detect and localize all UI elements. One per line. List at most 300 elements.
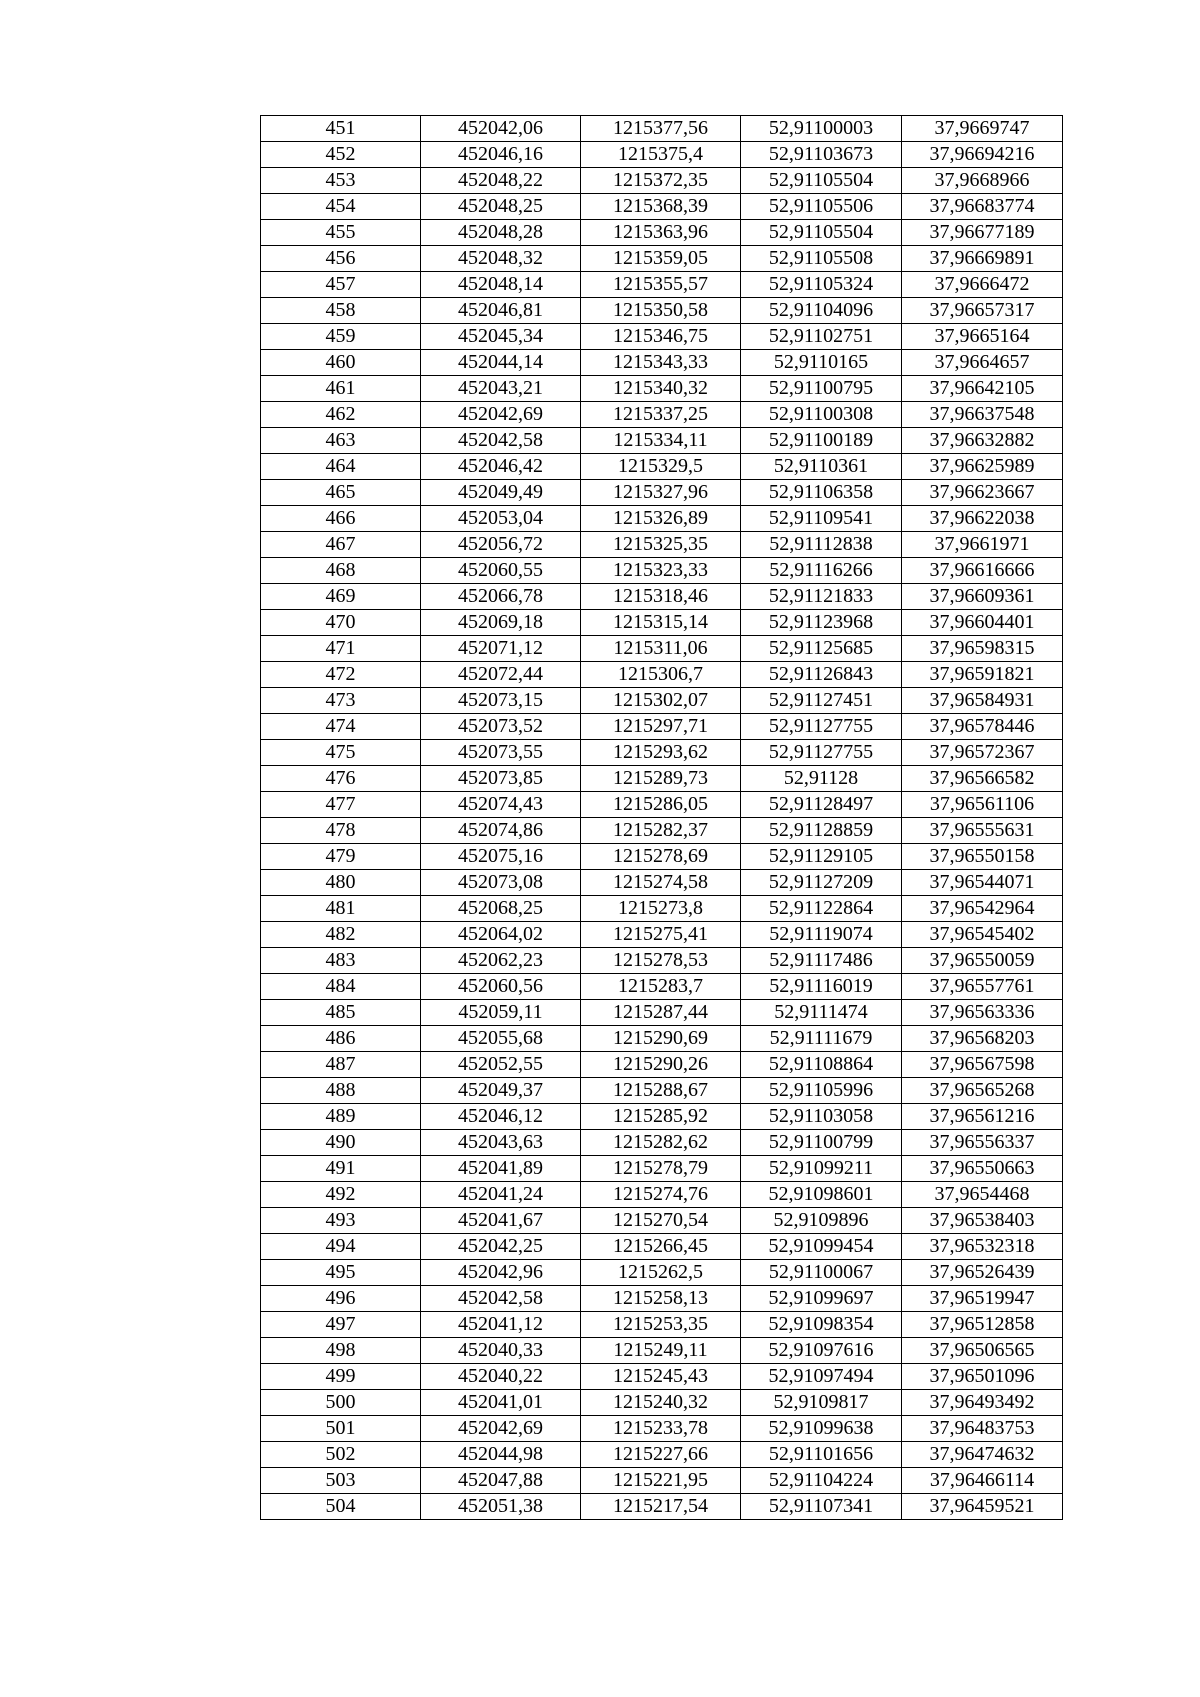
longitude-cell: 37,96623667 xyxy=(902,480,1063,506)
point-number-cell: 461 xyxy=(261,376,421,402)
table-row xyxy=(261,740,1063,766)
x-coordinate-cell: 452042,69 xyxy=(421,1416,581,1442)
point-number-cell: 469 xyxy=(261,584,421,610)
y-coordinate-cell: 1215258,13 xyxy=(581,1286,741,1312)
y-coordinate-cell: 1215359,05 xyxy=(581,246,741,272)
x-coordinate-cell: 452073,52 xyxy=(421,714,581,740)
y-coordinate-cell: 1215273,8 xyxy=(581,896,741,922)
longitude-cell: 37,96506565 xyxy=(902,1338,1063,1364)
table-row xyxy=(261,558,1063,584)
table-row xyxy=(261,1182,1063,1208)
point-number-cell: 475 xyxy=(261,740,421,766)
y-coordinate-cell: 1215245,43 xyxy=(581,1364,741,1390)
latitude-cell: 52,91099211 xyxy=(741,1156,902,1182)
x-coordinate-cell: 452046,12 xyxy=(421,1104,581,1130)
x-coordinate-cell: 452046,42 xyxy=(421,454,581,480)
point-number-cell: 471 xyxy=(261,636,421,662)
point-number-cell: 486 xyxy=(261,1026,421,1052)
longitude-cell: 37,96526439 xyxy=(902,1260,1063,1286)
table-row xyxy=(261,584,1063,610)
table-row xyxy=(261,1130,1063,1156)
point-number-cell: 479 xyxy=(261,844,421,870)
longitude-cell: 37,9661971 xyxy=(902,532,1063,558)
x-coordinate-cell: 452073,55 xyxy=(421,740,581,766)
longitude-cell: 37,96512858 xyxy=(902,1312,1063,1338)
y-coordinate-cell: 1215318,46 xyxy=(581,584,741,610)
x-coordinate-cell: 452046,16 xyxy=(421,142,581,168)
table-row xyxy=(261,1390,1063,1416)
point-number-cell: 501 xyxy=(261,1416,421,1442)
point-number-cell: 481 xyxy=(261,896,421,922)
table-row xyxy=(261,1364,1063,1390)
table-row xyxy=(261,818,1063,844)
longitude-cell: 37,96459521 xyxy=(902,1494,1063,1520)
y-coordinate-cell: 1215377,56 xyxy=(581,116,741,142)
y-coordinate-cell: 1215285,92 xyxy=(581,1104,741,1130)
table-row xyxy=(261,428,1063,454)
x-coordinate-cell: 452069,18 xyxy=(421,610,581,636)
y-coordinate-cell: 1215270,54 xyxy=(581,1208,741,1234)
x-coordinate-cell: 452051,38 xyxy=(421,1494,581,1520)
table-row xyxy=(261,116,1063,142)
longitude-cell: 37,96598315 xyxy=(902,636,1063,662)
table-row xyxy=(261,1078,1063,1104)
point-number-cell: 451 xyxy=(261,116,421,142)
y-coordinate-cell: 1215275,41 xyxy=(581,922,741,948)
point-number-cell: 489 xyxy=(261,1104,421,1130)
y-coordinate-cell: 1215233,78 xyxy=(581,1416,741,1442)
point-number-cell: 477 xyxy=(261,792,421,818)
x-coordinate-cell: 452073,15 xyxy=(421,688,581,714)
x-coordinate-cell: 452068,25 xyxy=(421,896,581,922)
y-coordinate-cell: 1215340,32 xyxy=(581,376,741,402)
latitude-cell: 52,91128 xyxy=(741,766,902,792)
point-number-cell: 497 xyxy=(261,1312,421,1338)
latitude-cell: 52,91105508 xyxy=(741,246,902,272)
table-row xyxy=(261,1416,1063,1442)
latitude-cell: 52,91105504 xyxy=(741,220,902,246)
table-row xyxy=(261,194,1063,220)
latitude-cell: 52,91097494 xyxy=(741,1364,902,1390)
longitude-cell: 37,96572367 xyxy=(902,740,1063,766)
longitude-cell: 37,96632882 xyxy=(902,428,1063,454)
longitude-cell: 37,96683774 xyxy=(902,194,1063,220)
table-row xyxy=(261,454,1063,480)
longitude-cell: 37,9654468 xyxy=(902,1182,1063,1208)
y-coordinate-cell: 1215253,35 xyxy=(581,1312,741,1338)
x-coordinate-cell: 452059,11 xyxy=(421,1000,581,1026)
latitude-cell: 52,9110361 xyxy=(741,454,902,480)
point-number-cell: 468 xyxy=(261,558,421,584)
point-number-cell: 504 xyxy=(261,1494,421,1520)
latitude-cell: 52,91117486 xyxy=(741,948,902,974)
latitude-cell: 52,91127755 xyxy=(741,740,902,766)
point-number-cell: 459 xyxy=(261,324,421,350)
latitude-cell: 52,91122864 xyxy=(741,896,902,922)
table-row xyxy=(261,532,1063,558)
latitude-cell: 52,91127209 xyxy=(741,870,902,896)
table-row xyxy=(261,922,1063,948)
longitude-cell: 37,96501096 xyxy=(902,1364,1063,1390)
x-coordinate-cell: 452052,55 xyxy=(421,1052,581,1078)
y-coordinate-cell: 1215326,89 xyxy=(581,506,741,532)
y-coordinate-cell: 1215287,44 xyxy=(581,1000,741,1026)
latitude-cell: 52,91106358 xyxy=(741,480,902,506)
point-number-cell: 454 xyxy=(261,194,421,220)
y-coordinate-cell: 1215293,62 xyxy=(581,740,741,766)
y-coordinate-cell: 1215221,95 xyxy=(581,1468,741,1494)
y-coordinate-cell: 1215278,53 xyxy=(581,948,741,974)
table-row xyxy=(261,1286,1063,1312)
point-number-cell: 494 xyxy=(261,1234,421,1260)
longitude-cell: 37,96519947 xyxy=(902,1286,1063,1312)
table-row xyxy=(261,844,1063,870)
x-coordinate-cell: 452074,43 xyxy=(421,792,581,818)
y-coordinate-cell: 1215297,71 xyxy=(581,714,741,740)
point-number-cell: 490 xyxy=(261,1130,421,1156)
latitude-cell: 52,91100308 xyxy=(741,402,902,428)
longitude-cell: 37,96677189 xyxy=(902,220,1063,246)
x-coordinate-cell: 452046,81 xyxy=(421,298,581,324)
x-coordinate-cell: 452040,22 xyxy=(421,1364,581,1390)
latitude-cell: 52,91105506 xyxy=(741,194,902,220)
y-coordinate-cell: 1215363,96 xyxy=(581,220,741,246)
longitude-cell: 37,96669891 xyxy=(902,246,1063,272)
y-coordinate-cell: 1215288,67 xyxy=(581,1078,741,1104)
y-coordinate-cell: 1215274,58 xyxy=(581,870,741,896)
longitude-cell: 37,96538403 xyxy=(902,1208,1063,1234)
point-number-cell: 460 xyxy=(261,350,421,376)
y-coordinate-cell: 1215282,37 xyxy=(581,818,741,844)
longitude-cell: 37,9665164 xyxy=(902,324,1063,350)
x-coordinate-cell: 452053,04 xyxy=(421,506,581,532)
latitude-cell: 52,91119074 xyxy=(741,922,902,948)
longitude-cell: 37,96657317 xyxy=(902,298,1063,324)
y-coordinate-cell: 1215290,69 xyxy=(581,1026,741,1052)
latitude-cell: 52,91129105 xyxy=(741,844,902,870)
point-number-cell: 485 xyxy=(261,1000,421,1026)
latitude-cell: 52,9109896 xyxy=(741,1208,902,1234)
longitude-cell: 37,9668966 xyxy=(902,168,1063,194)
table-row xyxy=(261,1468,1063,1494)
point-number-cell: 488 xyxy=(261,1078,421,1104)
longitude-cell: 37,96578446 xyxy=(902,714,1063,740)
y-coordinate-cell: 1215306,7 xyxy=(581,662,741,688)
y-coordinate-cell: 1215278,69 xyxy=(581,844,741,870)
longitude-cell: 37,96557761 xyxy=(902,974,1063,1000)
latitude-cell: 52,91125685 xyxy=(741,636,902,662)
longitude-cell: 37,96591821 xyxy=(902,662,1063,688)
table-row xyxy=(261,714,1063,740)
latitude-cell: 52,91101656 xyxy=(741,1442,902,1468)
longitude-cell: 37,96550158 xyxy=(902,844,1063,870)
point-number-cell: 503 xyxy=(261,1468,421,1494)
latitude-cell: 52,91105324 xyxy=(741,272,902,298)
y-coordinate-cell: 1215282,62 xyxy=(581,1130,741,1156)
x-coordinate-cell: 452055,68 xyxy=(421,1026,581,1052)
x-coordinate-cell: 452074,86 xyxy=(421,818,581,844)
point-number-cell: 480 xyxy=(261,870,421,896)
y-coordinate-cell: 1215217,54 xyxy=(581,1494,741,1520)
point-number-cell: 473 xyxy=(261,688,421,714)
y-coordinate-cell: 1215286,05 xyxy=(581,792,741,818)
y-coordinate-cell: 1215375,4 xyxy=(581,142,741,168)
x-coordinate-cell: 452062,23 xyxy=(421,948,581,974)
table-row xyxy=(261,896,1063,922)
table-row xyxy=(261,1260,1063,1286)
latitude-cell: 52,91127451 xyxy=(741,688,902,714)
longitude-cell: 37,96565268 xyxy=(902,1078,1063,1104)
point-number-cell: 465 xyxy=(261,480,421,506)
longitude-cell: 37,96584931 xyxy=(902,688,1063,714)
table-row xyxy=(261,1494,1063,1520)
longitude-cell: 37,96556337 xyxy=(902,1130,1063,1156)
longitude-cell: 37,96483753 xyxy=(902,1416,1063,1442)
point-number-cell: 458 xyxy=(261,298,421,324)
table-row xyxy=(261,948,1063,974)
latitude-cell: 52,91098354 xyxy=(741,1312,902,1338)
point-number-cell: 462 xyxy=(261,402,421,428)
y-coordinate-cell: 1215327,96 xyxy=(581,480,741,506)
longitude-cell: 37,96561216 xyxy=(902,1104,1063,1130)
latitude-cell: 52,9110165 xyxy=(741,350,902,376)
longitude-cell: 37,96604401 xyxy=(902,610,1063,636)
x-coordinate-cell: 452073,85 xyxy=(421,766,581,792)
y-coordinate-cell: 1215325,35 xyxy=(581,532,741,558)
table-row xyxy=(261,1442,1063,1468)
x-coordinate-cell: 452043,63 xyxy=(421,1130,581,1156)
table-row xyxy=(261,350,1063,376)
latitude-cell: 52,91128859 xyxy=(741,818,902,844)
x-coordinate-cell: 452066,78 xyxy=(421,584,581,610)
x-coordinate-cell: 452060,56 xyxy=(421,974,581,1000)
table-row xyxy=(261,376,1063,402)
longitude-cell: 37,96474632 xyxy=(902,1442,1063,1468)
longitude-cell: 37,96609361 xyxy=(902,584,1063,610)
x-coordinate-cell: 452049,49 xyxy=(421,480,581,506)
x-coordinate-cell: 452056,72 xyxy=(421,532,581,558)
longitude-cell: 37,96555631 xyxy=(902,818,1063,844)
point-number-cell: 500 xyxy=(261,1390,421,1416)
table-row xyxy=(261,662,1063,688)
point-number-cell: 487 xyxy=(261,1052,421,1078)
point-number-cell: 492 xyxy=(261,1182,421,1208)
table-row xyxy=(261,506,1063,532)
table-row xyxy=(261,220,1063,246)
point-number-cell: 491 xyxy=(261,1156,421,1182)
point-number-cell: 453 xyxy=(261,168,421,194)
latitude-cell: 52,91112838 xyxy=(741,532,902,558)
point-number-cell: 493 xyxy=(261,1208,421,1234)
x-coordinate-cell: 452048,32 xyxy=(421,246,581,272)
latitude-cell: 52,91108864 xyxy=(741,1052,902,1078)
y-coordinate-cell: 1215337,25 xyxy=(581,402,741,428)
latitude-cell: 52,91121833 xyxy=(741,584,902,610)
y-coordinate-cell: 1215355,57 xyxy=(581,272,741,298)
latitude-cell: 52,91105504 xyxy=(741,168,902,194)
latitude-cell: 52,91103058 xyxy=(741,1104,902,1130)
table-row xyxy=(261,298,1063,324)
table-row xyxy=(261,272,1063,298)
table-row xyxy=(261,1104,1063,1130)
y-coordinate-cell: 1215249,11 xyxy=(581,1338,741,1364)
x-coordinate-cell: 452072,44 xyxy=(421,662,581,688)
latitude-cell: 52,91099638 xyxy=(741,1416,902,1442)
longitude-cell: 37,96550059 xyxy=(902,948,1063,974)
x-coordinate-cell: 452041,12 xyxy=(421,1312,581,1338)
x-coordinate-cell: 452075,16 xyxy=(421,844,581,870)
x-coordinate-cell: 452073,08 xyxy=(421,870,581,896)
x-coordinate-cell: 452040,33 xyxy=(421,1338,581,1364)
table-row xyxy=(261,792,1063,818)
longitude-cell: 37,9669747 xyxy=(902,116,1063,142)
longitude-cell: 37,96561106 xyxy=(902,792,1063,818)
x-coordinate-cell: 452048,14 xyxy=(421,272,581,298)
table-row xyxy=(261,1000,1063,1026)
point-number-cell: 456 xyxy=(261,246,421,272)
table-row xyxy=(261,1026,1063,1052)
y-coordinate-cell: 1215323,33 xyxy=(581,558,741,584)
latitude-cell: 52,91102751 xyxy=(741,324,902,350)
latitude-cell: 52,91116266 xyxy=(741,558,902,584)
x-coordinate-cell: 452048,22 xyxy=(421,168,581,194)
x-coordinate-cell: 452042,06 xyxy=(421,116,581,142)
table-row xyxy=(261,766,1063,792)
x-coordinate-cell: 452060,55 xyxy=(421,558,581,584)
x-coordinate-cell: 452064,02 xyxy=(421,922,581,948)
x-coordinate-cell: 452048,28 xyxy=(421,220,581,246)
latitude-cell: 52,91103673 xyxy=(741,142,902,168)
point-number-cell: 472 xyxy=(261,662,421,688)
longitude-cell: 37,96566582 xyxy=(902,766,1063,792)
point-number-cell: 482 xyxy=(261,922,421,948)
latitude-cell: 52,91105996 xyxy=(741,1078,902,1104)
latitude-cell: 52,91099454 xyxy=(741,1234,902,1260)
latitude-cell: 52,91100795 xyxy=(741,376,902,402)
longitude-cell: 37,96616666 xyxy=(902,558,1063,584)
latitude-cell: 52,91100067 xyxy=(741,1260,902,1286)
table-row xyxy=(261,870,1063,896)
point-number-cell: 478 xyxy=(261,818,421,844)
x-coordinate-cell: 452041,67 xyxy=(421,1208,581,1234)
point-number-cell: 455 xyxy=(261,220,421,246)
point-number-cell: 464 xyxy=(261,454,421,480)
coordinates-table-body xyxy=(261,116,1063,1520)
y-coordinate-cell: 1215372,35 xyxy=(581,168,741,194)
y-coordinate-cell: 1215350,58 xyxy=(581,298,741,324)
longitude-cell: 37,9666472 xyxy=(902,272,1063,298)
table-row xyxy=(261,168,1063,194)
latitude-cell: 52,91127755 xyxy=(741,714,902,740)
table-row xyxy=(261,246,1063,272)
longitude-cell: 37,96568203 xyxy=(902,1026,1063,1052)
table-row xyxy=(261,324,1063,350)
point-number-cell: 466 xyxy=(261,506,421,532)
latitude-cell: 52,91128497 xyxy=(741,792,902,818)
point-number-cell: 499 xyxy=(261,1364,421,1390)
x-coordinate-cell: 452045,34 xyxy=(421,324,581,350)
table-row xyxy=(261,402,1063,428)
x-coordinate-cell: 452041,24 xyxy=(421,1182,581,1208)
point-number-cell: 452 xyxy=(261,142,421,168)
point-number-cell: 463 xyxy=(261,428,421,454)
x-coordinate-cell: 452049,37 xyxy=(421,1078,581,1104)
point-number-cell: 470 xyxy=(261,610,421,636)
y-coordinate-cell: 1215368,39 xyxy=(581,194,741,220)
y-coordinate-cell: 1215290,26 xyxy=(581,1052,741,1078)
longitude-cell: 37,96550663 xyxy=(902,1156,1063,1182)
y-coordinate-cell: 1215343,33 xyxy=(581,350,741,376)
table-row xyxy=(261,142,1063,168)
x-coordinate-cell: 452041,01 xyxy=(421,1390,581,1416)
x-coordinate-cell: 452044,98 xyxy=(421,1442,581,1468)
table-row xyxy=(261,1052,1063,1078)
longitude-cell: 37,96567598 xyxy=(902,1052,1063,1078)
table-row xyxy=(261,688,1063,714)
y-coordinate-cell: 1215266,45 xyxy=(581,1234,741,1260)
latitude-cell: 52,91116019 xyxy=(741,974,902,1000)
longitude-cell: 37,96642105 xyxy=(902,376,1063,402)
table-row xyxy=(261,974,1063,1000)
x-coordinate-cell: 452042,58 xyxy=(421,1286,581,1312)
y-coordinate-cell: 1215329,5 xyxy=(581,454,741,480)
y-coordinate-cell: 1215315,14 xyxy=(581,610,741,636)
latitude-cell: 52,91111679 xyxy=(741,1026,902,1052)
x-coordinate-cell: 452047,88 xyxy=(421,1468,581,1494)
point-number-cell: 457 xyxy=(261,272,421,298)
table-row xyxy=(261,1234,1063,1260)
point-number-cell: 474 xyxy=(261,714,421,740)
point-number-cell: 476 xyxy=(261,766,421,792)
y-coordinate-cell: 1215302,07 xyxy=(581,688,741,714)
longitude-cell: 37,96625989 xyxy=(902,454,1063,480)
x-coordinate-cell: 452042,25 xyxy=(421,1234,581,1260)
latitude-cell: 52,91109541 xyxy=(741,506,902,532)
x-coordinate-cell: 452071,12 xyxy=(421,636,581,662)
table-row xyxy=(261,1156,1063,1182)
point-number-cell: 496 xyxy=(261,1286,421,1312)
y-coordinate-cell: 1215262,5 xyxy=(581,1260,741,1286)
table-row xyxy=(261,480,1063,506)
latitude-cell: 52,91123968 xyxy=(741,610,902,636)
y-coordinate-cell: 1215283,7 xyxy=(581,974,741,1000)
y-coordinate-cell: 1215311,06 xyxy=(581,636,741,662)
point-number-cell: 495 xyxy=(261,1260,421,1286)
y-coordinate-cell: 1215240,32 xyxy=(581,1390,741,1416)
longitude-cell: 37,96466114 xyxy=(902,1468,1063,1494)
point-number-cell: 483 xyxy=(261,948,421,974)
y-coordinate-cell: 1215346,75 xyxy=(581,324,741,350)
longitude-cell: 37,96544071 xyxy=(902,870,1063,896)
x-coordinate-cell: 452042,58 xyxy=(421,428,581,454)
y-coordinate-cell: 1215334,11 xyxy=(581,428,741,454)
latitude-cell: 52,91100003 xyxy=(741,116,902,142)
longitude-cell: 37,96694216 xyxy=(902,142,1063,168)
latitude-cell: 52,91107341 xyxy=(741,1494,902,1520)
latitude-cell: 52,91126843 xyxy=(741,662,902,688)
x-coordinate-cell: 452044,14 xyxy=(421,350,581,376)
latitude-cell: 52,91104096 xyxy=(741,298,902,324)
table-row xyxy=(261,1338,1063,1364)
latitude-cell: 52,91098601 xyxy=(741,1182,902,1208)
point-number-cell: 484 xyxy=(261,974,421,1000)
point-number-cell: 498 xyxy=(261,1338,421,1364)
x-coordinate-cell: 452048,25 xyxy=(421,194,581,220)
y-coordinate-cell: 1215227,66 xyxy=(581,1442,741,1468)
table-row xyxy=(261,1208,1063,1234)
latitude-cell: 52,9109817 xyxy=(741,1390,902,1416)
x-coordinate-cell: 452041,89 xyxy=(421,1156,581,1182)
